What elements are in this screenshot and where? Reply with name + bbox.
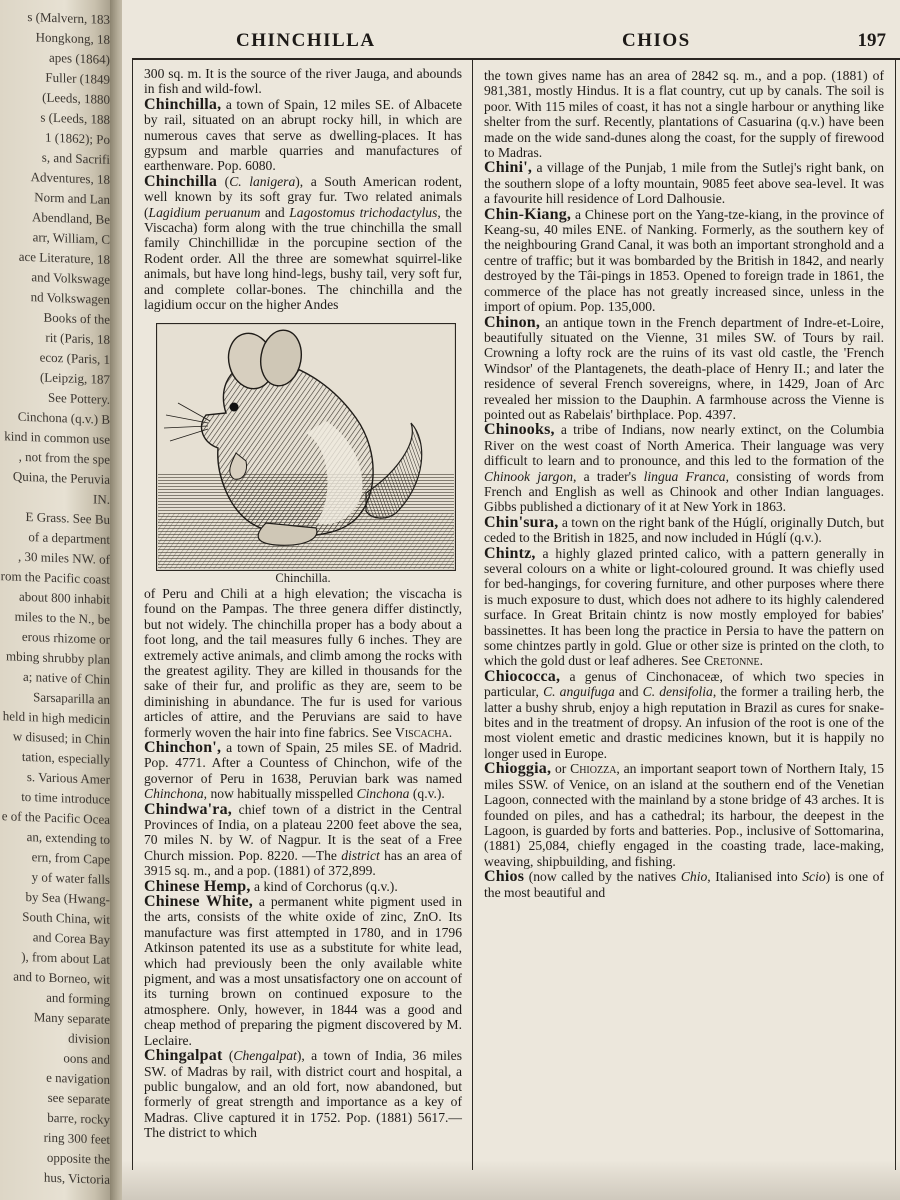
left-page-text-fragment: s (Malvern, 183 [27,9,110,27]
headword: Chinchilla [144,172,218,190]
entry-text: a permanent white pigment used in the arts, consists of the white oxide of zinc, ZnO. Its manufacture was first attempted in 1780, and in 1796 Atkinson patented its use as a substitute for white lead, which had previously been the only available white pigment, and was a most unsatisfactory one on account of its turning brown on continued exposure to the atmosphere. Only, however, in 1844 was a good and cheap method of preparing the pigment discovered by M. Leclaire. [144,894,462,1048]
entry-chini [484,160,884,206]
headword: Chinon, [484,313,541,331]
entry-text: or [551,761,571,777]
left-page-text-fragment: hus, Victoria [43,1169,110,1187]
entry-chin-kiang [484,207,884,315]
alternate-name: Chiozza [570,761,617,777]
headword: Chinese Hemp, [144,877,251,895]
entry-text: ( [222,1048,234,1064]
left-column-rule [132,58,133,1170]
entry-text: , a trader's [573,468,644,484]
entry-text: a town of Spain, 25 miles SE. of Madrid. Pop. 4771. After a Countess of Chinchon, wife of the governor of Peru in 1638, Peruvian bark was named [144,739,462,786]
entry-chinese-hemp [144,879,462,894]
left-page-text-fragment: of a department [28,529,110,547]
entry-text: of Peru and Chili at a high elevation; the viscacha is found on the Pampas. The three genera differ distinctly, but not widely. The chinchilla proper has a body about a foot long, and the tail measures fully 6 inches. They are extremely active animals, and climb among the rocks with the greatest agility. They are killed in thousands for the sake of their fur, and prolific as they are, seem to be diminishing in abundance. The fur is used for various articles of attire, and the Peruvians are said to have formerly woven the hair into fine fabrics. See [144,585,462,740]
left-page-text-fragment: Adventures, 18 [30,169,110,187]
page-bottom-shadow [122,1160,900,1200]
left-page-text-fragment: miles to the N., be [14,608,110,627]
left-page-text-fragment: (Leipzig, 187 [39,369,110,387]
cross-reference: Cretonne. [704,653,764,669]
left-page-text-fragment: Books of the [43,309,110,327]
headword: Chingalpat [144,1047,223,1065]
latin-name: C. lanigera [229,173,296,189]
entry-chindwara [144,802,462,879]
page-197 [122,0,900,1200]
header-left-word: CHINCHILLA [236,30,376,51]
left-page-text-fragment: tation, especially [21,748,110,767]
italic-term: Chinchona [144,786,204,802]
italic-term: Cinchona [356,786,410,802]
left-page-text-fragment: s (Leeds, 188 [40,109,110,127]
continuation-paragraph: the town gives name has an area of 2842 sq. m., and a pop. (1881) of 981,381, mostly Hindus. It is a flat country, cut up by canals. The soil is poor. With 115 miles of coast, it has not a single harbour or anything like shelter from the surf. Recently, plantations of Casuarina (q.v.) have been made on the wide sand-dunes along the coast, for the supply of firewood to Madras. [484,68,884,161]
left-page-text-fragment: s. Various Amer [26,769,110,787]
entry-text: a kind of Corchorus (q.v.). [250,878,398,894]
left-page-text-fragment: ern, from Cape [31,849,110,867]
left-page-text-fragment: , not from the spe [18,448,110,467]
left-page-text-fragment: and forming [46,989,110,1007]
left-page-text-fragment: opposite the [46,1149,110,1167]
left-page-text-fragment: erous rhizome or [21,628,110,647]
left-page-text-fragment: Abendland, Be [32,209,110,227]
column-divider [472,58,473,1170]
left-page-text-fragment: ace Literature, 18 [18,248,110,267]
entry-text: a genus of Cinchonaceæ, of which two species in particular, [484,668,884,700]
italic-term: district [341,847,380,863]
left-page-text-fragment: division [68,1030,110,1047]
left-page-text-fragment: nd Volkswagen [30,289,110,307]
headword: Chioggia, [484,760,552,778]
left-page-text-fragment: w disused; in Chin [12,728,110,747]
header-right-word: CHIOS [622,30,691,51]
chinchilla-illustration [156,323,456,571]
headword: Chini', [484,159,533,177]
entry-chios [484,869,884,900]
left-page-text-fragment: ), from about Lat [21,948,110,967]
left-page-text-fragment: see separate [47,1089,110,1107]
left-page-text-fragment: by Sea (Hwang- [25,888,110,907]
left-page-text-fragment: ecoz (Paris, 1 [39,349,110,367]
entry-chinchon [144,740,462,802]
latin-name: C. densifolia [642,684,713,700]
left-page-text-fragment: rit (Paris, 18 [45,329,110,347]
left-page-text-fragment: , 30 miles NW. of [18,548,110,567]
headword: Chinchon', [144,738,222,756]
left-page-text-fragment: to time introduce [21,788,110,807]
entry-text: ), a South American rodent, well known by its soft gray fur. Two related animals ( [144,173,463,220]
entry-text: a village of the Punjab, 1 mile from the Sutlej's right bank, on the southern slope of a lofty mountain, 9085 feet above sea-level. It was a favourite hill residence of Lord Dalhousie. [484,160,884,207]
figure-caption: Chinchilla. [275,570,331,585]
left-page-edge [0,0,118,1200]
left-page-text-fragment: mbing shrubby plan [6,648,110,667]
left-column [144,66,462,1141]
italic-term: Chio [680,869,708,885]
right-column-rule [895,58,896,1170]
left-page-text-fragment: an, extending to [26,829,110,847]
headword: Chintz, [484,544,536,562]
entry-chiococca [484,669,884,761]
entry-text: , the former a trailing herb, the latter a bushy shrub, enjoy a high reputation in Brazil as cures for snake-bites and in the treatment of dropsy. An infusion of the root is one of the most violent emetic and drastic medicines known, but it is happily no longer used in Europe. [484,684,884,761]
left-page-text-fragment: s, and Sacrifi [41,149,110,167]
entry-text: a town of Spain, 12 miles SE. of Albacete by rail, situated on an abrupt rocky hill, in which are numerous caves that serve as dwelling-places. It has gypsum and marble quarries and manufactures of earthenware. Pop. 6080. [144,96,462,174]
entry-text: has an area of 3915 sq. m., and a pop. (1881) of 372,899. [144,847,463,879]
entry-text: ), a town of India, 36 miles SW. of Madras by rail, with district court and hospital, a public bungalow, and an old fort, now abandoned, but formerly of great strength and importance as a key of Madras. Clive captured it in 1752. Pop. (1881) 5617.—The district to which [144,1048,462,1141]
left-page-text-fragment: Quina, the Peruvia [12,468,110,487]
entry-text: ( [217,173,230,189]
running-header [132,28,900,58]
entry-text: a tribe of Indians, now nearly extinct, on the Columbia River on the west coast of North America. Their language was very difficult to learn and to pronounce, and this led to the formation of the [484,422,884,469]
entry-text: (now called by the natives [524,869,681,885]
entry-chingalpat [144,1048,462,1140]
headword: Chios [484,868,525,886]
cross-reference: Viscacha. [395,724,453,740]
left-page-text-fragment: y of water falls [31,869,110,887]
entry-text: and [614,684,643,700]
entry-text: a Chinese port on the Yang-tze-kiang, in the province of Keang-su, 40 miles ENE. of Nanking. Formerly, as the southern key of the neighbouring Grand Canal, it was both an important stronghold and a centre of traffic; but it was bombarded by the British in 1842, and nearly destroyed by the Tâi-pings in 1853. Opened to foreign trade in 1861, the commerce of the place has not greatly increased since, unless in the import of opium. Pop. 135,000. [484,206,884,315]
continuation-paragraph: 300 sq. m. It is the source of the river Jauga, and abounds in fish and wild-fowl. [144,66,462,97]
left-page-text-fragment: South China, wit [22,908,110,927]
entry-text: ) is one of the most beautiful and [484,869,884,900]
left-page-text-fragment: about 800 inhabit [19,588,110,607]
entry-chioggia [484,761,884,869]
left-page-text-fragment: E Grass. See Bu [25,508,110,527]
entry-chinsura [484,515,884,546]
latin-name: Lagostomus trichodactylus [289,204,438,220]
page-number: 197 [857,30,886,51]
header-rule [132,58,900,60]
entry-chinchilla-animal [144,174,462,313]
latin-name: Lagidium peruanum [148,204,261,220]
continuation-paragraph [144,586,462,740]
entry-text: , Italianised into [707,869,803,885]
entry-chinon [484,315,884,423]
entry-chinchilla-town [144,97,462,174]
left-page-text-fragment: Sarsaparilla an [33,689,110,707]
entry-chintz [484,546,884,669]
left-page-text-fragment: and Volkswage [31,269,110,287]
headword: Chinooks, [484,421,555,439]
entry-chinese-white [144,894,462,1048]
headword: Chin'sura, [484,513,559,531]
left-page-text-fragment: barre, rocky [47,1109,110,1127]
left-page-text-fragment: and Corea Bay [32,929,110,947]
headword: Chin-Kiang, [484,205,572,223]
chinchilla-engraving [156,323,456,571]
left-page-text-fragment: Many separate [33,1009,110,1027]
left-page-text-fragment: kind in common use [4,428,110,447]
entry-text: , now habitually misspelled [203,786,357,802]
entry-text: an antique town in the French department of Indre-et-Loire, beautifully situated on the Vienne, 31 miles SW. of Tours by rail. Crowning a lofty rock are the ruins of its vast old castle, the 'French Windsor' of the Plantagenets, the death-place of Henry II.; and later the residence of several French sovereigns, where, in 1429, Joan of Arc revealed her mission to the Dauphin. A farmhouse across the Vienne is pointed out as Rabelais' birthplace. Pop. 4397. [484,314,884,422]
left-page-text-fragment: e of the Pacific Ocea [1,808,110,827]
latin-name: C. anguifuga [543,684,615,700]
headword: Chiococca, [484,667,561,685]
headword: Chinese White, [144,893,254,911]
left-page-text-fragment: arr, William, C [32,229,110,247]
left-page-text-fragment: apes (1864) [48,49,110,67]
entry-text: a town on the right bank of the Húglí, originally Dutch, but ceded to the British in 1825, and now included in Húglí (q.v.). [484,514,884,546]
left-page-text-fragment: Fuller (1849 [45,69,110,87]
entry-text: , an important seaport town of Northern Italy, 15 miles SSW. of Venice, on an island at the southern end of the Venetian Lagoon, connected with the mainland by a stone bridge of 43 arches. It is founded on piles, and has a cathedral; its harbour, the deepest in the Lagoon, is guarded by forts and batteries. Pop., inclusive of Sottomarina, (1881) 25,084, chiefly engaged in the coasting trade, lace-making, weaving, shipbuilding, and fishing. [484,761,884,869]
right-column [484,68,884,900]
left-page-text-fragment: 1 (1862); Po [45,129,110,147]
entry-text: , consisting of words from French and English as well as Chinook and other Indian languages. Gibbs published a dictionary of it at New York in 1863. [484,468,884,515]
italic-term: Chinook jargon [484,468,574,484]
left-page-text-fragment: a; native of Chin [22,668,110,687]
italic-term: Chengalpat [233,1048,297,1064]
entry-text: (q.v.). [409,786,445,802]
left-page-text-fragment: Norm and Lan [34,189,110,207]
left-page-text-fragment: rom the Pacific coast [0,568,110,587]
entry-text: chief town of a district in the Central Provinces of India, on a plateau 2200 feet above the sea, 70 miles N. by W. of Nagpur. It is the seat of a Free Church mission. Pop. 8220. —The [144,801,462,863]
left-page-text-fragment: Hongkong, 18 [35,29,110,47]
headword: Chindwa'ra, [144,800,232,818]
left-page-text-fragment: oons and [63,1050,110,1067]
entry-text: , the Viscacha) form along with the true chinchilla the small family Chinchillidæ in the porcupine section of the Rodent order. All the three are somewhat squirrel-like animals, but have long hind-legs, bushy tail, very soft fur, and complete collar-bones. The chinchilla and the lagidium occur on the higher Andes [144,204,462,313]
entry-text: a highly glazed printed calico, with a pattern generally in several colours on a white or light-coloured ground. It was chiefly used for bed-hangings, for covering furniture, and other purposes where there is much exposure to dust, which does not adhere to its highly calendered surface. In Great Britain chintz is now mostly employed for babies' bassinettes. It has been long the practice in Persia to have the pattern on some chintzes partly in gold. Glue or other size is printed on the cloth, to which the gold dust or leaf adheres. See [484,545,884,669]
left-page-text-fragment: IN. [93,491,110,507]
left-page-text-fragment: e navigation [46,1069,110,1087]
left-page-text-fragment: ring 300 feet [43,1129,110,1147]
headword: Chinchilla, [144,95,222,113]
entry-text: and [260,204,290,220]
left-page-text-fragment: Cinchona (q.v.) B [17,408,110,427]
left-page-text-fragment: held in high medicin [2,708,110,727]
left-page-text-fragment: See Pottery. [48,389,110,407]
left-page-text-fragment: and to Borneo, wit [13,968,110,987]
italic-term: lingua Franca [643,468,726,484]
italic-term: Scio [802,869,826,885]
entry-chinooks [484,422,884,514]
left-page-text-fragment: (Leeds, 1880 [42,89,110,107]
